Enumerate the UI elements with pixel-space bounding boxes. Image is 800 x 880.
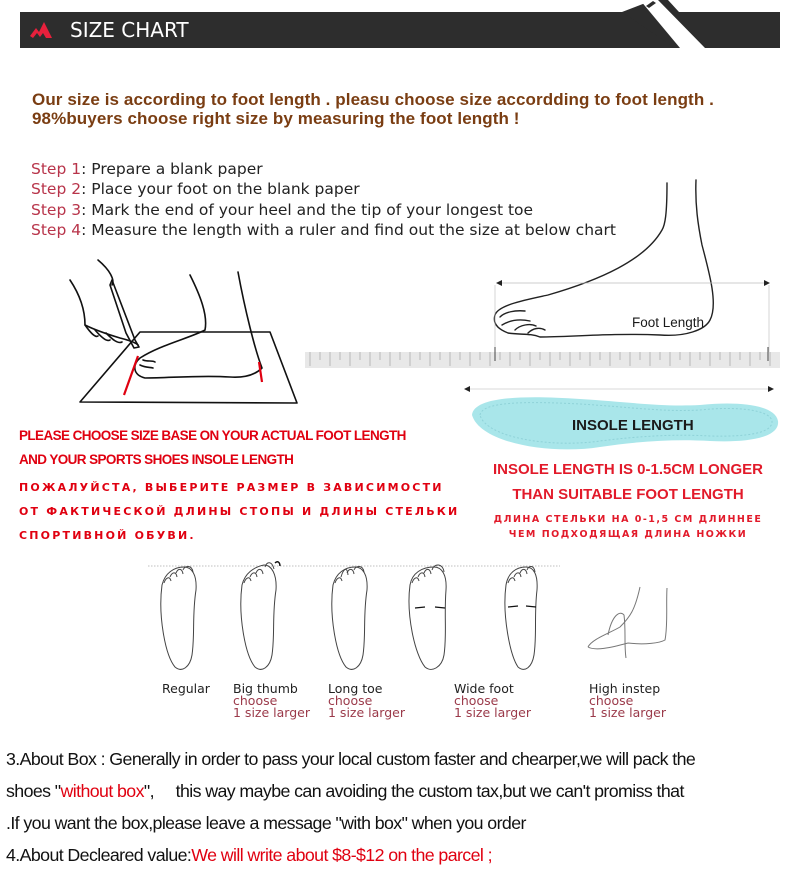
side-foot-high-instep [588, 587, 667, 649]
foot-length-label: Foot Length [632, 315, 705, 330]
note-ru-line-2: ОТ ФАКТИЧЕСКОЙ ДЛИНЫ СТОПЫ И ДЛИНЫ СТЕЛЬКИ [19, 505, 460, 518]
insole-note-en-line-1: INSOLE LENGTH IS 0-1.5CM LONGER [492, 461, 764, 478]
foot-type-high-instep: High instep choose 1 size larger [589, 681, 666, 720]
page-title: SIZE CHART [70, 18, 189, 42]
note-en-line-2: AND YOUR SPORTS SHOES INSOLE LENGTH [19, 452, 294, 467]
foot-length-illustration [300, 175, 790, 390]
foot-types-illustration [140, 555, 680, 680]
note-ru-line-3: СПОРТИВНОЙ ОБУВИ. [19, 529, 196, 542]
mountain-logo-icon [30, 22, 58, 38]
insole-length-label: INSOLE LENGTH [572, 417, 694, 434]
about-box-line-2: shoes "without box", this way maybe can avoiding the custom tax,but we can't promiss that [6, 781, 684, 801]
insole-note-ru-line-2: ЧЕМ ПОДХОДЯЩАЯ ДЛИНА НОЖКИ [508, 529, 748, 540]
without-box-highlight: without box [60, 781, 144, 801]
foot-type-wide-foot: Wide foot choose 1 size larger [454, 681, 531, 720]
intro-text [32, 90, 714, 128]
step-4: Step 4: Measure the length with a ruler and find out the size at below chart [31, 220, 616, 239]
sole-regular [161, 567, 196, 669]
step-2: Step 2: Place your foot on the blank paper [31, 180, 360, 199]
insole-note-en-line-2: THAN SUITABLE FOOT LENGTH [512, 486, 744, 503]
note-en-line-1: PLEASE CHOOSE SIZE BASE ON YOUR ACTUAL FOOT LENGTH [19, 428, 406, 443]
sole-long-toe [332, 567, 367, 669]
about-box-line-3: .If you want the box,please leave a message "with box" when you order [6, 813, 526, 833]
step-3: Step 3: Mark the end of your heel and the tip of your longest toe [31, 200, 534, 219]
insole-note-ru-line-1: ДЛИНА СТЕЛЬКИ НА 0-1,5 СМ ДЛИННЕЕ [493, 514, 763, 525]
step-1: Step 1: Prepare a blank paper [31, 160, 263, 178]
sole-narrow [505, 567, 537, 669]
declared-value-line: 4.About Decleared value:We will write about $8-$12 on the parcel ; [6, 845, 492, 865]
foot-type-big-thumb: Big thumb choose 1 size larger [233, 681, 310, 720]
header-decoration-icon [600, 0, 800, 50]
sole-wide-foot [409, 567, 446, 669]
foot-type-long-toe: Long toe choose 1 size larger [328, 681, 405, 720]
intro-line-1: Our size is according to foot length . pleasu choose size accordding to foot length . [32, 90, 714, 109]
intro-line-2: 98%buyers choose right size by measuring the foot length ! [32, 109, 520, 128]
foot-type-regular: Regular [162, 681, 210, 696]
foot-on-paper-illustration [40, 250, 320, 420]
declared-value-highlight: We will write about $8-$12 on the parcel ; [191, 845, 492, 865]
about-box-line-1: 3.About Box : Generally in order to pass your local custom faster and chearper,we will pack the [6, 749, 696, 769]
note-ru-line-1: ПОЖАЛУЙСТА, ВЫБЕРИТЕ РАЗМЕР В ЗАВИСИМОСТИ [19, 481, 444, 494]
sole-big-thumb [241, 565, 276, 669]
